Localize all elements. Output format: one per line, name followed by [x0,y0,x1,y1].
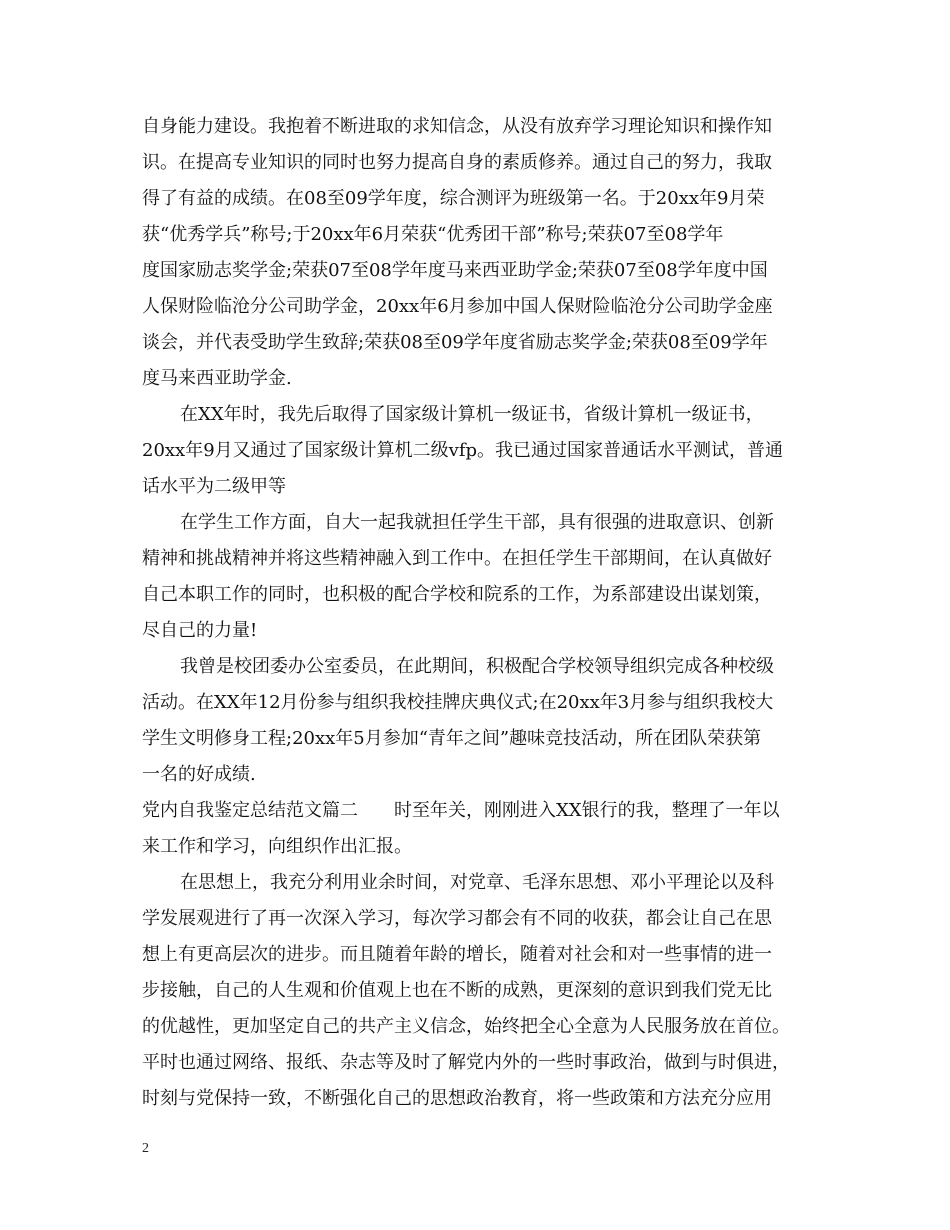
text-line: 自己本职工作的同时，也积极的配合学校和院系的工作，为系部建设出谋划策， [142,584,772,605]
text-line: 的优越性，更加坚定自己的共产主义信念，始终把全心全意为人民服务放在首位。 [142,1016,790,1037]
text-line: 获“优秀学兵”称号;于20xx年6月荣获“优秀团干部”称号;荣获07至08学年 [142,224,724,245]
text-line: 步接触，自己的人生观和价值观上也在不断的成熟，更深刻的意识到我们党无比 [142,980,772,1001]
text-line: 话水平为二级甲等 [142,476,286,497]
text-line: 一名的好成绩. [142,764,256,785]
text-line: 度国家励志奖学金;荣获07至08学年度马来西亚助学金;荣获07至08学年度中国 [142,260,768,281]
text-line: 活动。在XX年12月份参与组织我校挂牌庆典仪式;在20xx年3月参与组织我校大 [142,692,774,713]
text-line: 想上有更高层次的进步。而且随着年龄的增长，随着对社会和对一些事情的进一 [142,944,772,965]
text-line: 学生文明修身工程;20xx年5月参加“青年之间”趣味竞技活动，所在团队荣获第 [142,728,762,749]
text-line: 精神和挑战精神并将这些精神融入到工作中。在担任学生干部期间，在认真做好 [142,548,772,569]
text-line: 人保财险临沧分公司助学金，20xx年6月参加中国人保财险临沧分公司助学金座 [142,296,773,317]
text-line: 在学生工作方面，自大一起我就担任学生干部，具有很强的进取意识、创新 [180,512,774,533]
section-heading-line: 党内自我鉴定总结范文篇二 时至年关，刚刚进入XX银行的我，整理了一年以 [142,800,780,821]
text-line: 得了有益的成绩。在08至09学年度，综合测评为班级第一名。于20xx年9月荣 [142,188,765,209]
text-line: 尽自己的力量! [142,620,258,641]
text-line: 在思想上，我充分利用业余时间，对党章、毛泽东思想、邓小平理论以及科 [180,872,774,893]
text-line: 自身能力建设。我抱着不断进取的求知信念，从没有放弃学习理论知识和操作知 [142,116,772,137]
text-line: 来工作和学习，向组织作出汇报。 [142,836,412,857]
text-line: 学发展观进行了再一次深入学习，每次学习都会有不同的收获，都会让自己在思 [142,908,772,929]
page-number: 2 [142,1141,149,1156]
text-line: 时刻与党保持一致，不断强化自己的思想政治教育，将一些政策和方法充分应用 [142,1088,772,1109]
text-line: 识。在提高专业知识的同时也努力提高自身的素质修养。通过自己的努力，我取 [142,152,772,173]
text-line: 在XX年时，我先后取得了国家级计算机一级证书，省级计算机一级证书， [180,404,764,425]
text-line: 谈会，并代表受助学生致辞;荣获08至09学年度省励志奖学金;荣获08至09学年 [142,332,768,353]
text-line: 平时也通过网络、报纸、杂志等及时了解党内外的一些时事政治，做到与时俱进， [142,1052,790,1073]
text-line: 度马来西亚助学金. [142,368,292,389]
text-line: 20xx年9月又通过了国家级计算机二级vfp。我已通过国家普通话水平测试，普通 [142,440,784,461]
text-line: 我曾是校团委办公室委员，在此期间，积极配合学校领导组织完成各种校级 [180,656,774,677]
